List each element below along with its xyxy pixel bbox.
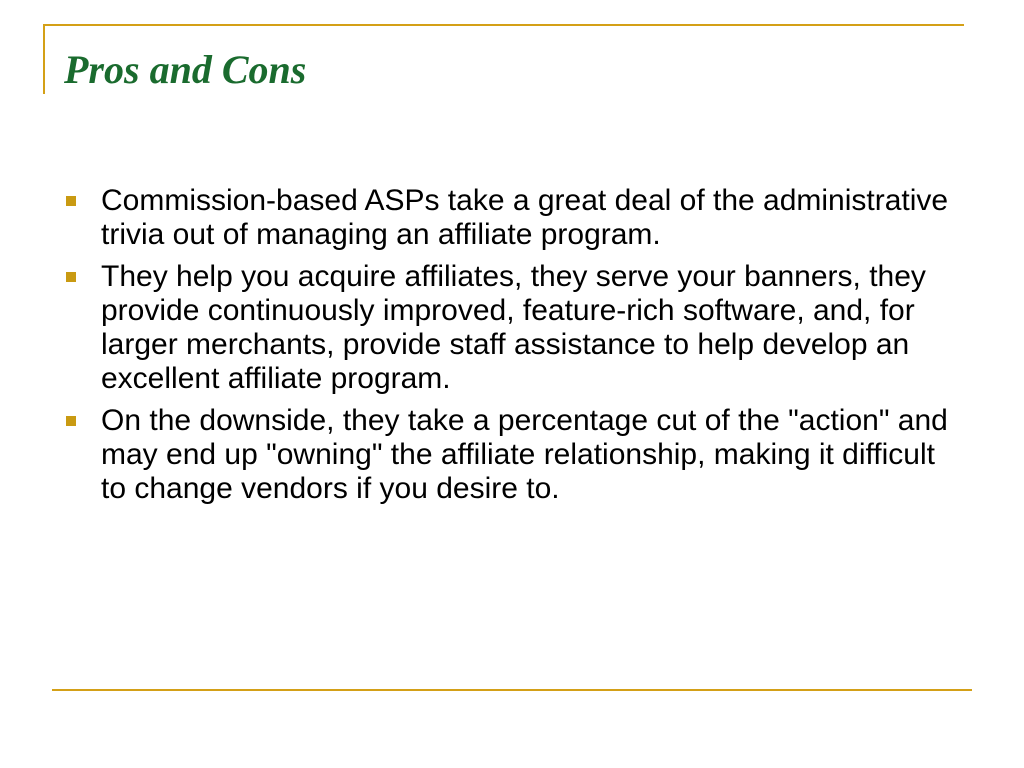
- bottom-accent-line: [52, 689, 972, 691]
- square-bullet-icon: [66, 196, 76, 206]
- square-bullet-icon: [66, 416, 76, 426]
- bullet-item: [64, 184, 964, 252]
- left-accent-line: [43, 24, 45, 94]
- bullet-text: They help you acquire affiliates, they serve your banners, they provide continuously improved, feature-rich software, and, for larger merchants, provide staff assistance to help develop an excellent affiliate program.: [101, 260, 926, 395]
- bullet-list: [64, 184, 964, 514]
- bullet-text: On the downside, they take a percentage cut of the "action" and may end up "owning" the affiliate relationship, making it difficult to change vendors if you desire to.: [101, 404, 948, 505]
- bullet-item: [64, 404, 964, 506]
- slide-title: Pros and Cons: [64, 47, 307, 92]
- top-accent-line: [43, 24, 964, 26]
- square-bullet-icon: [66, 272, 76, 282]
- bullet-item: [64, 260, 964, 396]
- bullet-text: Commission-based ASPs take a great deal of the administrative trivia out of managing an affiliate program.: [101, 184, 949, 251]
